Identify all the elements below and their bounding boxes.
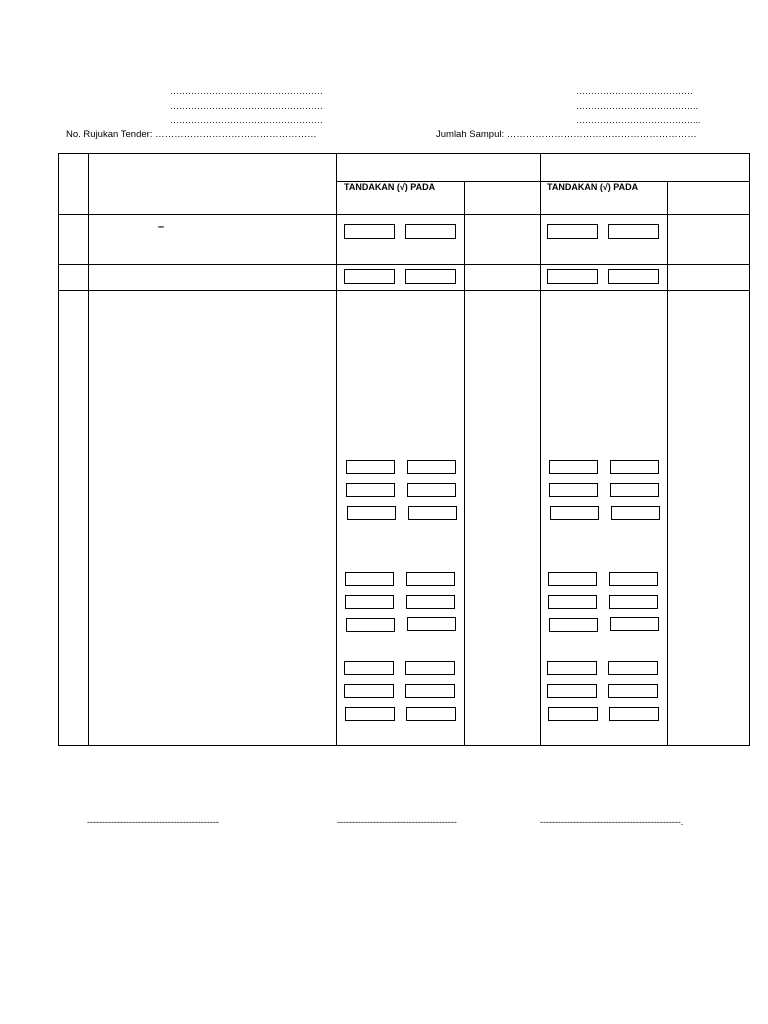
checkbox-r3b3-right-a[interactable] (549, 618, 598, 632)
table-col-divider-1 (88, 153, 89, 746)
header-right-dots-2: ………………………………….. (576, 101, 699, 111)
header-right-dots-3: …………………………………... (576, 115, 701, 125)
checkbox-r3b1-left-a[interactable] (345, 572, 394, 586)
checkbox-r3c1-left-a[interactable] (344, 661, 394, 675)
checkbox-r1-right-a[interactable] (547, 224, 598, 239)
checkbox-r2-right-a[interactable] (547, 269, 598, 284)
checkbox-r3b1-left-b[interactable] (406, 572, 455, 586)
table-col-divider-2 (336, 153, 337, 746)
checkbox-r3c2-right-a[interactable] (547, 684, 597, 698)
checkbox-r1-left-b[interactable] (405, 224, 456, 239)
jumlah-sampul-line (436, 129, 697, 140)
checkbox-r3c1-right-b[interactable] (608, 661, 658, 675)
table-col-divider-4 (540, 153, 541, 746)
table-row1-bottom (58, 264, 750, 265)
header-right-dots-1: ………………………………… (576, 86, 693, 96)
checkbox-r3a1-left-a[interactable] (346, 460, 395, 474)
column-header-left: TANDAKAN (√) PADA (344, 182, 436, 192)
table-row2-bottom (58, 290, 750, 291)
checkbox-r3b2-left-b[interactable] (406, 595, 455, 609)
checkbox-r3c2-left-b[interactable] (405, 684, 455, 698)
checkbox-r3a1-left-b[interactable] (407, 460, 456, 474)
checkbox-r3a3-left-b[interactable] (408, 506, 457, 520)
rujukan-tender-label: No. Rujukan Tender: (66, 129, 153, 140)
header-left-dots-3: …………………………………………… (170, 115, 323, 125)
header-left-dots-2: …………………………………………… (170, 101, 323, 111)
checkbox-r3a2-right-a[interactable] (549, 483, 598, 497)
checkbox-r3b1-right-a[interactable] (548, 572, 597, 586)
checkbox-r3c2-left-a[interactable] (344, 684, 394, 698)
checkbox-r3a2-left-b[interactable] (407, 483, 456, 497)
checkbox-r3b3-left-a[interactable] (346, 618, 395, 632)
table-left-border (58, 153, 59, 746)
checkbox-r3b3-right-b[interactable] (610, 617, 659, 631)
checkbox-r3a3-right-a[interactable] (550, 506, 599, 520)
signature-line-middle: ---------------------------------------- (337, 817, 457, 827)
checkbox-r3a2-right-b[interactable] (610, 483, 659, 497)
row1-dash-mark: – (158, 221, 165, 233)
checkbox-r3b3-left-b[interactable] (407, 617, 456, 631)
checkbox-r1-left-a[interactable] (344, 224, 395, 239)
checkbox-r3b2-left-a[interactable] (345, 595, 394, 609)
table-top-border (58, 153, 750, 154)
checkbox-r3b2-right-a[interactable] (548, 595, 597, 609)
checkbox-r3c1-right-a[interactable] (547, 661, 597, 675)
header-left-dots-1: …………………………………………… (170, 86, 323, 96)
table-col-divider-5 (667, 181, 668, 746)
signature-line-left: -------------------------------------------- (87, 817, 219, 827)
checkbox-r3b1-right-b[interactable] (609, 572, 658, 586)
checkbox-r3c3-left-b[interactable] (406, 707, 456, 721)
checkbox-r3c3-left-a[interactable] (345, 707, 395, 721)
table-header-bottom (58, 214, 750, 215)
jumlah-sampul-fill: …………………………………………………… (506, 129, 697, 140)
checkbox-r3a3-right-b[interactable] (611, 506, 660, 520)
jumlah-sampul-label: Jumlah Sampul: (436, 129, 505, 140)
rujukan-tender-fill: …………………………………………… (155, 129, 317, 140)
checkbox-r3c3-right-b[interactable] (609, 707, 659, 721)
table-right-border (749, 153, 750, 746)
checkbox-r2-left-b[interactable] (405, 269, 456, 284)
checkbox-r3a1-right-b[interactable] (610, 460, 659, 474)
signature-line-right: -----------------------------------------------. (540, 817, 684, 827)
checkbox-r3a1-right-a[interactable] (549, 460, 598, 474)
checkbox-r3c1-left-b[interactable] (405, 661, 455, 675)
checkbox-r3b2-right-b[interactable] (609, 595, 658, 609)
checkbox-r2-right-b[interactable] (608, 269, 659, 284)
checkbox-r2-left-a[interactable] (344, 269, 395, 284)
checkbox-r3a3-left-a[interactable] (347, 506, 396, 520)
rujukan-tender-line (66, 129, 317, 140)
table-bottom-border (58, 745, 750, 746)
checkbox-r3a2-left-a[interactable] (346, 483, 395, 497)
checkbox-r1-right-b[interactable] (608, 224, 659, 239)
checkbox-r3c2-right-b[interactable] (608, 684, 658, 698)
column-header-right: TANDAKAN (√) PADA (547, 182, 639, 192)
table-col-divider-3 (464, 181, 465, 746)
checkbox-r3c3-right-a[interactable] (548, 707, 598, 721)
